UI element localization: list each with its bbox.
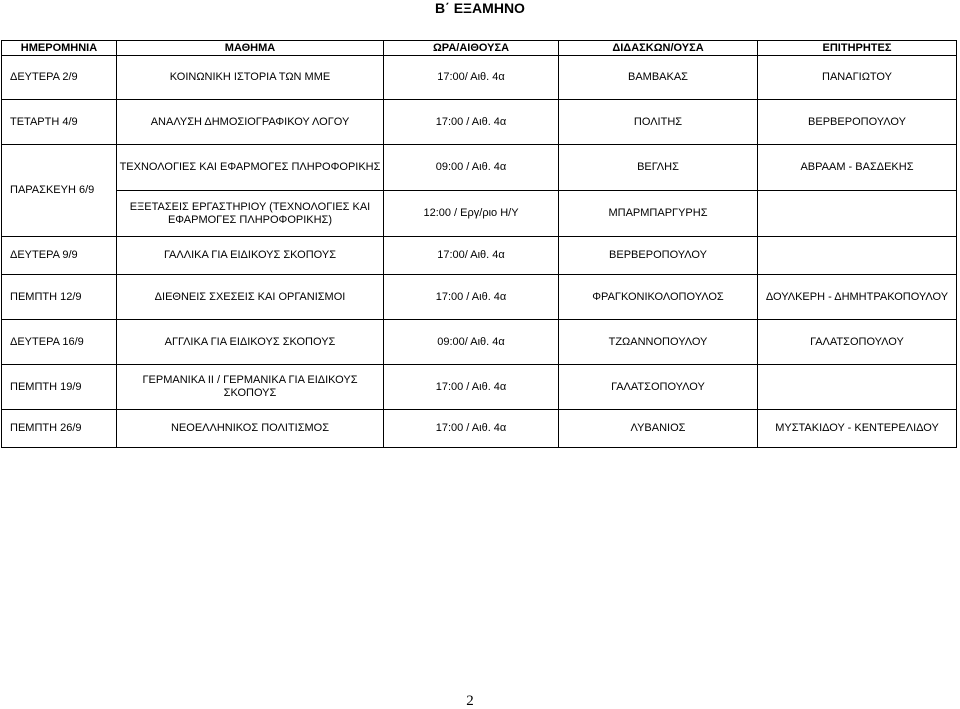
cell-date: ΠΕΜΠΤΗ 26/9: [2, 410, 117, 448]
cell-supervisors: ΜΥΣΤΑΚΙΔΟΥ - ΚΕΝΤΕΡΕΛΙΔΟΥ: [758, 410, 957, 448]
cell-supervisors: [758, 191, 957, 237]
cell-supervisors: [758, 237, 957, 275]
cell-course: ΑΓΓΛΙΚΑ ΓΙΑ ΕΙΔΙΚΟΥΣ ΣΚΟΠΟΥΣ: [117, 320, 384, 365]
cell-time: 17:00/ Αιθ. 4α: [384, 56, 559, 100]
cell-date: ΠΕΜΠΤΗ 12/9: [2, 275, 117, 320]
cell-course: ΓΕΡΜΑΝΙΚΑ ΙΙ / ΓΕΡΜΑΝΙΚΑ ΓΙΑ ΕΙΔΙΚΟΥΣ ΣΚΟΠΟΥΣ: [117, 365, 384, 410]
cell-supervisors: ΓΑΛΑΤΣΟΠΟΥΛΟΥ: [758, 320, 957, 365]
cell-instructor: ΦΡΑΓΚΟΝΙΚΟΛΟΠΟΥΛΟΣ: [559, 275, 758, 320]
header-instructor: ΔΙΔΑΣΚΩΝ/ΟΥΣΑ: [559, 41, 758, 56]
table-header-row: [2, 41, 957, 56]
cell-supervisors: ΒΕΡΒΕΡΟΠΟΥΛΟΥ: [758, 100, 957, 145]
cell-time: 09:00/ Αιθ. 4α: [384, 320, 559, 365]
cell-time: 17:00 / Αιθ. 4α: [384, 410, 559, 448]
table-row: [2, 100, 957, 145]
cell-instructor: ΠΟΛΙΤΗΣ: [559, 100, 758, 145]
cell-course: ΚΟΙΝΩΝΙΚΗ ΙΣΤΟΡΙΑ ΤΩΝ ΜΜΕ: [117, 56, 384, 100]
cell-course: ΓΑΛΛΙΚΑ ΓΙΑ ΕΙΔΙΚΟΥΣ ΣΚΟΠΟΥΣ: [117, 237, 384, 275]
cell-instructor: ΒΕΡΒΕΡΟΠΟΥΛΟΥ: [559, 237, 758, 275]
cell-instructor: ΒΑΜΒΑΚΑΣ: [559, 56, 758, 100]
header-course: ΜΑΘΗΜΑ: [117, 41, 384, 56]
cell-date: ΔΕΥΤΕΡΑ 16/9: [2, 320, 117, 365]
table-row: [2, 56, 957, 100]
cell-time: 17:00 / Αιθ. 4α: [384, 100, 559, 145]
table-row: [2, 145, 957, 191]
cell-supervisors: ΔΟΥΛΚΕΡΗ - ΔΗΜΗΤΡΑΚΟΠΟΥΛΟΥ: [758, 275, 957, 320]
table-row: [2, 410, 957, 448]
table-row: [2, 320, 957, 365]
header-time-room: ΩΡΑ/ΑΙΘΟΥΣΑ: [384, 41, 559, 56]
cell-date: ΠΕΜΠΤΗ 19/9: [2, 365, 117, 410]
cell-instructor: ΤΖΩΑΝΝΟΠΟΥΛΟΥ: [559, 320, 758, 365]
cell-date: ΔΕΥΤΕΡΑ 9/9: [2, 237, 117, 275]
cell-instructor: ΒΕΓΛΗΣ: [559, 145, 758, 191]
cell-date: ΤΕΤΑΡΤΗ 4/9: [2, 100, 117, 145]
exam-schedule-table: [1, 40, 957, 448]
cell-instructor: ΛΥΒΑΝΙΟΣ: [559, 410, 758, 448]
cell-supervisors: ΠΑΝΑΓΙΩΤΟΥ: [758, 56, 957, 100]
cell-time: 09:00 / Αιθ. 4α: [384, 145, 559, 191]
cell-course: ΔΙΕΘΝΕΙΣ ΣΧΕΣΕΙΣ ΚΑΙ ΟΡΓΑΝΙΣΜΟΙ: [117, 275, 384, 320]
cell-course: ΕΞΕΤΑΣΕΙΣ ΕΡΓΑΣΤΗΡΙΟΥ (ΤΕΧΝΟΛΟΓΙΕΣ ΚΑΙ ΕΦΑΡΜΟΓΕΣ ΠΛΗΡΟΦΟΡΙΚΗΣ): [117, 191, 384, 237]
cell-course: ΑΝΑΛΥΣΗ ΔΗΜΟΣΙΟΓΡΑΦΙΚΟΥ ΛΟΓΟΥ: [117, 100, 384, 145]
cell-course: ΤΕΧΝΟΛΟΓΙΕΣ ΚΑΙ ΕΦΑΡΜΟΓΕΣ ΠΛΗΡΟΦΟΡΙΚΗΣ: [117, 145, 384, 191]
cell-supervisors: [758, 365, 957, 410]
table-row: [2, 275, 957, 320]
page-title: Β΄ ΕΞΑΜΗΝΟ: [435, 0, 525, 16]
cell-time: 17:00/ Αιθ. 4α: [384, 237, 559, 275]
cell-date: ΠΑΡΑΣΚΕΥΗ 6/9: [2, 145, 117, 237]
cell-time: 17:00 / Αιθ. 4α: [384, 365, 559, 410]
page-number: 2: [466, 693, 474, 709]
cell-time: 12:00 / Εργ/ριο Η/Υ: [384, 191, 559, 237]
header-date: ΗΜΕΡΟΜΗΝΙΑ: [2, 41, 117, 56]
cell-date: ΔΕΥΤΕΡΑ 2/9: [2, 56, 117, 100]
table-row: [2, 237, 957, 275]
cell-instructor: ΓΑΛΑΤΣΟΠΟΥΛΟΥ: [559, 365, 758, 410]
cell-supervisors: ΑΒΡΑΑΜ - ΒΑΣΔΕΚΗΣ: [758, 145, 957, 191]
header-supervisors: ΕΠΙΤΗΡΗΤΕΣ: [758, 41, 957, 56]
cell-time: 17:00 / Αιθ. 4α: [384, 275, 559, 320]
table-row: [2, 365, 957, 410]
table-row: [2, 191, 957, 237]
cell-instructor: ΜΠΑΡΜΠΑΡΓΥΡΗΣ: [559, 191, 758, 237]
cell-course: ΝΕΟΕΛΛΗΝΙΚΟΣ ΠΟΛΙΤΙΣΜΟΣ: [117, 410, 384, 448]
